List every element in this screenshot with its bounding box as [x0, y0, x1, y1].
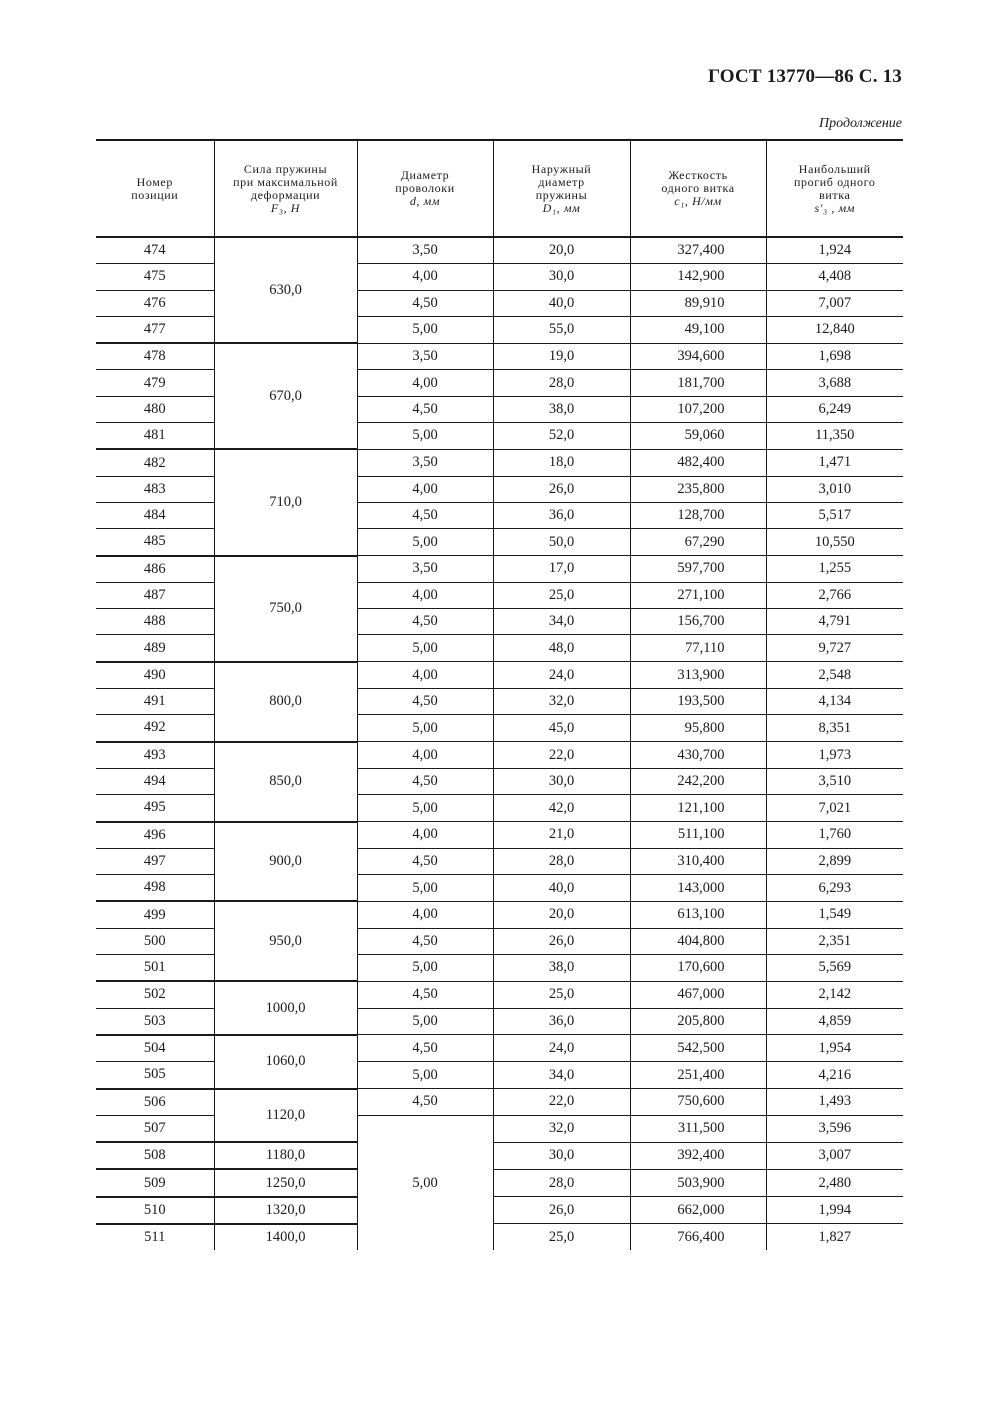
cell-position: 480 — [96, 396, 214, 422]
cell-wire-diameter: 4,00 — [357, 901, 493, 928]
cell-stiffness: 77,110 — [630, 635, 766, 662]
cell-wire-diameter: 3,50 — [357, 343, 493, 370]
cell-deflection: 7,021 — [766, 795, 903, 822]
cell-stiffness: 404,800 — [630, 928, 766, 954]
cell-wire-diameter: 3,50 — [357, 237, 493, 264]
cell-position: 474 — [96, 237, 214, 264]
cell-deflection: 8,351 — [766, 715, 903, 742]
cell-wire-diameter: 4,50 — [357, 290, 493, 316]
cell-deflection: 1,549 — [766, 901, 903, 928]
cell-wire-diameter: 4,50 — [357, 768, 493, 794]
cell-position: 494 — [96, 768, 214, 794]
cell-outer-diameter: 20,0 — [493, 901, 630, 928]
cell-stiffness: 311,500 — [630, 1115, 766, 1142]
table-row — [96, 237, 903, 264]
cell-stiffness: 156,700 — [630, 609, 766, 635]
cell-outer-diameter: 32,0 — [493, 689, 630, 715]
table-row — [96, 1035, 903, 1062]
cell-stiffness: 193,500 — [630, 689, 766, 715]
cell-outer-diameter: 50,0 — [493, 529, 630, 556]
cell-position: 499 — [96, 901, 214, 928]
cell-deflection: 3,510 — [766, 768, 903, 794]
cell-force: 710,0 — [214, 449, 357, 555]
table-row — [96, 901, 903, 928]
cell-stiffness: 511,100 — [630, 822, 766, 849]
cell-deflection: 1,924 — [766, 237, 903, 264]
cell-outer-diameter: 25,0 — [493, 582, 630, 608]
cell-position: 502 — [96, 981, 214, 1008]
table-row — [96, 1197, 903, 1224]
cell-force: 1180,0 — [214, 1142, 357, 1169]
cell-wire-diameter: 5,00 — [357, 1062, 493, 1089]
col-header-force: Сила пружины при максимальной деформации F₃, Н — [214, 140, 357, 237]
cell-stiffness: 542,500 — [630, 1035, 766, 1062]
cell-deflection: 4,408 — [766, 264, 903, 290]
cell-stiffness: 242,200 — [630, 768, 766, 794]
cell-outer-diameter: 36,0 — [493, 502, 630, 528]
cell-outer-diameter: 38,0 — [493, 396, 630, 422]
cell-deflection: 6,249 — [766, 396, 903, 422]
cell-deflection: 1,698 — [766, 343, 903, 370]
cell-deflection: 2,766 — [766, 582, 903, 608]
cell-wire-diameter: 4,00 — [357, 370, 493, 396]
cell-stiffness: 503,900 — [630, 1169, 766, 1196]
cell-outer-diameter: 21,0 — [493, 822, 630, 849]
table-row — [96, 822, 903, 849]
cell-position: 500 — [96, 928, 214, 954]
cell-outer-diameter: 25,0 — [493, 1224, 630, 1250]
table-row — [96, 1142, 903, 1169]
cell-stiffness: 181,700 — [630, 370, 766, 396]
cell-wire-diameter: 4,00 — [357, 476, 493, 502]
cell-wire-diameter: 5,00 — [357, 715, 493, 742]
cell-outer-diameter: 25,0 — [493, 981, 630, 1008]
cell-force: 900,0 — [214, 822, 357, 902]
cell-stiffness: 327,400 — [630, 237, 766, 264]
cell-wire-diameter: 5,00 — [357, 875, 493, 902]
cell-wire-diameter: 5,00 — [357, 635, 493, 662]
cell-force: 950,0 — [214, 901, 357, 981]
cell-stiffness: 128,700 — [630, 502, 766, 528]
cell-stiffness: 142,900 — [630, 264, 766, 290]
cell-stiffness: 49,100 — [630, 316, 766, 343]
cell-deflection: 7,007 — [766, 290, 903, 316]
cell-force: 1120,0 — [214, 1089, 357, 1143]
cell-outer-diameter: 48,0 — [493, 635, 630, 662]
cell-deflection: 3,007 — [766, 1142, 903, 1169]
cell-deflection: 1,760 — [766, 822, 903, 849]
cell-stiffness: 107,200 — [630, 396, 766, 422]
cell-deflection: 1,255 — [766, 556, 903, 583]
continuation-label: Продолжение — [819, 116, 902, 131]
cell-wire-diameter: 5,00 — [357, 316, 493, 343]
col-header-wire-diameter: Диаметр проволоки d, мм — [357, 140, 493, 237]
cell-outer-diameter: 18,0 — [493, 449, 630, 476]
cell-position: 486 — [96, 556, 214, 583]
cell-position: 501 — [96, 955, 214, 982]
cell-stiffness: 89,910 — [630, 290, 766, 316]
cell-stiffness: 143,000 — [630, 875, 766, 902]
cell-position: 509 — [96, 1169, 214, 1196]
cell-stiffness: 235,800 — [630, 476, 766, 502]
table-row — [96, 742, 903, 769]
cell-force: 1060,0 — [214, 1035, 357, 1089]
table-row — [96, 981, 903, 1008]
cell-outer-diameter: 22,0 — [493, 742, 630, 769]
cell-wire-diameter: 4,00 — [357, 822, 493, 849]
cell-stiffness: 251,400 — [630, 1062, 766, 1089]
cell-outer-diameter: 26,0 — [493, 928, 630, 954]
cell-deflection: 2,142 — [766, 981, 903, 1008]
cell-deflection: 1,471 — [766, 449, 903, 476]
cell-outer-diameter: 34,0 — [493, 609, 630, 635]
cell-position: 504 — [96, 1035, 214, 1062]
cell-position: 495 — [96, 795, 214, 822]
cell-position: 481 — [96, 423, 214, 450]
cell-wire-diameter: 3,50 — [357, 449, 493, 476]
cell-deflection: 10,550 — [766, 529, 903, 556]
cell-wire-diameter: 4,50 — [357, 848, 493, 874]
cell-stiffness: 170,600 — [630, 955, 766, 982]
table-row — [96, 1089, 903, 1116]
cell-position: 510 — [96, 1197, 214, 1224]
cell-deflection: 1,493 — [766, 1089, 903, 1116]
table-row — [96, 662, 903, 689]
cell-outer-diameter: 17,0 — [493, 556, 630, 583]
cell-force: 630,0 — [214, 237, 357, 343]
cell-deflection: 1,954 — [766, 1035, 903, 1062]
cell-force: 1400,0 — [214, 1224, 357, 1250]
cell-outer-diameter: 30,0 — [493, 768, 630, 794]
cell-stiffness: 662,000 — [630, 1197, 766, 1224]
cell-outer-diameter: 20,0 — [493, 237, 630, 264]
cell-position: 505 — [96, 1062, 214, 1089]
cell-position: 484 — [96, 502, 214, 528]
cell-wire-diameter: 4,50 — [357, 1089, 493, 1116]
cell-wire-diameter: 4,00 — [357, 662, 493, 689]
col-header-deflection: Наибольший прогиб одного витка s′₃ , мм — [766, 140, 903, 237]
cell-stiffness: 67,290 — [630, 529, 766, 556]
table-row — [96, 1169, 903, 1196]
cell-stiffness: 613,100 — [630, 901, 766, 928]
cell-force: 1250,0 — [214, 1169, 357, 1196]
cell-wire-diameter: 4,50 — [357, 396, 493, 422]
cell-position: 489 — [96, 635, 214, 662]
cell-outer-diameter: 52,0 — [493, 423, 630, 450]
col-header-outer-diameter: Наружный диаметр пружины D₁, мм — [493, 140, 630, 237]
cell-deflection: 11,350 — [766, 423, 903, 450]
cell-outer-diameter: 38,0 — [493, 955, 630, 982]
cell-stiffness: 430,700 — [630, 742, 766, 769]
cell-deflection: 2,480 — [766, 1169, 903, 1196]
cell-position: 496 — [96, 822, 214, 849]
cell-outer-diameter: 45,0 — [493, 715, 630, 742]
cell-position: 492 — [96, 715, 214, 742]
cell-outer-diameter: 19,0 — [493, 343, 630, 370]
cell-position: 511 — [144, 1229, 166, 1246]
page-header: ГОСТ 13770—86 С. 13 — [707, 66, 902, 87]
cell-wire-diameter: 4,50 — [357, 981, 493, 1008]
cell-position: 475 — [96, 264, 214, 290]
cell-position: 508 — [96, 1142, 214, 1169]
cell-position: 487 — [96, 582, 214, 608]
cell-position: 479 — [96, 370, 214, 396]
cell-deflection: 4,859 — [766, 1008, 903, 1035]
cell-position: 483 — [96, 476, 214, 502]
cell-stiffness: 482,400 — [630, 449, 766, 476]
cell-outer-diameter: 42,0 — [493, 795, 630, 822]
cell-wire-diameter: 4,50 — [357, 928, 493, 954]
cell-deflection: 2,351 — [766, 928, 903, 954]
cell-stiffness: 205,800 — [630, 1008, 766, 1035]
cell-position: 478 — [96, 343, 214, 370]
cell-deflection: 1,994 — [766, 1197, 903, 1224]
cell-wire-diameter: 4,50 — [357, 502, 493, 528]
cell-deflection: 4,216 — [766, 1062, 903, 1089]
cell-deflection: 12,840 — [766, 316, 903, 343]
cell-position: 485 — [96, 529, 214, 556]
cell-outer-diameter: 26,0 — [493, 1197, 630, 1224]
cell-stiffness: 394,600 — [630, 343, 766, 370]
cell-wire-diameter: 4,50 — [357, 689, 493, 715]
cell-wire-diameter: 4,50 — [357, 609, 493, 635]
cell-position: 490 — [96, 662, 214, 689]
cell-deflection: 4,791 — [766, 609, 903, 635]
cell-outer-diameter: 28,0 — [493, 1169, 630, 1196]
cell-wire-diameter: 5,00 — [357, 423, 493, 450]
cell-outer-diameter: 24,0 — [493, 662, 630, 689]
cell-stiffness: 271,100 — [630, 582, 766, 608]
cell-deflection: 2,899 — [766, 848, 903, 874]
table-row — [96, 556, 903, 583]
cell-outer-diameter: 32,0 — [493, 1115, 630, 1142]
table-row — [96, 1224, 903, 1250]
cell-outer-diameter: 40,0 — [493, 875, 630, 902]
cell-position: 477 — [96, 316, 214, 343]
cell-deflection: 2,548 — [766, 662, 903, 689]
cell-stiffness: 766,400 — [630, 1224, 766, 1250]
cell-force: 850,0 — [214, 742, 357, 822]
cell-outer-diameter: 22,0 — [493, 1089, 630, 1116]
spring-spec-table — [96, 139, 903, 1250]
cell-wire-diameter: 4,00 — [357, 264, 493, 290]
cell-stiffness: 313,900 — [630, 662, 766, 689]
cell-stiffness: 121,100 — [630, 795, 766, 822]
cell-wire-diameter: 5,00 — [357, 1115, 493, 1250]
cell-wire-diameter: 4,50 — [357, 1035, 493, 1062]
cell-outer-diameter: 36,0 — [493, 1008, 630, 1035]
cell-wire-diameter: 5,00 — [357, 1008, 493, 1035]
cell-position: 491 — [96, 689, 214, 715]
cell-deflection: 4,134 — [766, 689, 903, 715]
cell-deflection: 5,569 — [766, 955, 903, 982]
cell-wire-diameter: 5,00 — [357, 529, 493, 556]
cell-deflection: 3,596 — [766, 1115, 903, 1142]
cell-position: 506 — [96, 1089, 214, 1116]
cell-force: 800,0 — [214, 662, 357, 742]
cell-outer-diameter: 26,0 — [493, 476, 630, 502]
table-header-row — [96, 140, 903, 237]
cell-wire-diameter: 3,50 — [357, 556, 493, 583]
cell-outer-diameter: 55,0 — [493, 316, 630, 343]
table-row — [96, 449, 903, 476]
cell-stiffness: 750,600 — [630, 1089, 766, 1116]
cell-wire-diameter: 5,00 — [357, 955, 493, 982]
cell-outer-diameter: 30,0 — [493, 264, 630, 290]
cell-stiffness: 467,000 — [630, 981, 766, 1008]
cell-position: 493 — [96, 742, 214, 769]
cell-position: 476 — [96, 290, 214, 316]
cell-position: 488 — [96, 609, 214, 635]
cell-force: 1000,0 — [214, 981, 357, 1035]
cell-stiffness: 95,800 — [630, 715, 766, 742]
cell-stiffness: 59,060 — [630, 423, 766, 450]
col-header-stiffness: Жесткость одного витка c₁, Н/мм — [630, 140, 766, 237]
cell-stiffness: 597,700 — [630, 556, 766, 583]
table-row — [96, 343, 903, 370]
col-header-position: Номер позиции — [96, 140, 214, 237]
cell-wire-diameter: 4,00 — [357, 582, 493, 608]
cell-deflection: 9,727 — [766, 635, 903, 662]
cell-position: 503 — [96, 1008, 214, 1035]
cell-stiffness: 310,400 — [630, 848, 766, 874]
cell-deflection: 5,517 — [766, 502, 903, 528]
cell-force: 750,0 — [214, 556, 357, 662]
cell-deflection: 3,010 — [766, 476, 903, 502]
cell-position: 507 — [96, 1115, 214, 1142]
cell-deflection: 6,293 — [766, 875, 903, 902]
cell-position: 498 — [96, 875, 214, 902]
cell-position: 497 — [96, 848, 214, 874]
cell-force: 1320,0 — [214, 1197, 357, 1224]
cell-wire-diameter: 4,00 — [357, 742, 493, 769]
cell-force: 670,0 — [214, 343, 357, 449]
table-body — [96, 237, 903, 1250]
cell-stiffness: 392,400 — [630, 1142, 766, 1169]
cell-deflection: 1,973 — [766, 742, 903, 769]
cell-outer-diameter: 28,0 — [493, 370, 630, 396]
cell-deflection: 3,688 — [766, 370, 903, 396]
cell-position: 482 — [96, 449, 214, 476]
cell-wire-diameter: 5,00 — [357, 795, 493, 822]
cell-outer-diameter: 30,0 — [493, 1142, 630, 1169]
cell-outer-diameter: 40,0 — [493, 290, 630, 316]
cell-outer-diameter: 34,0 — [493, 1062, 630, 1089]
cell-deflection: 1,827 — [766, 1224, 903, 1250]
cell-outer-diameter: 24,0 — [493, 1035, 630, 1062]
cell-outer-diameter: 28,0 — [493, 848, 630, 874]
